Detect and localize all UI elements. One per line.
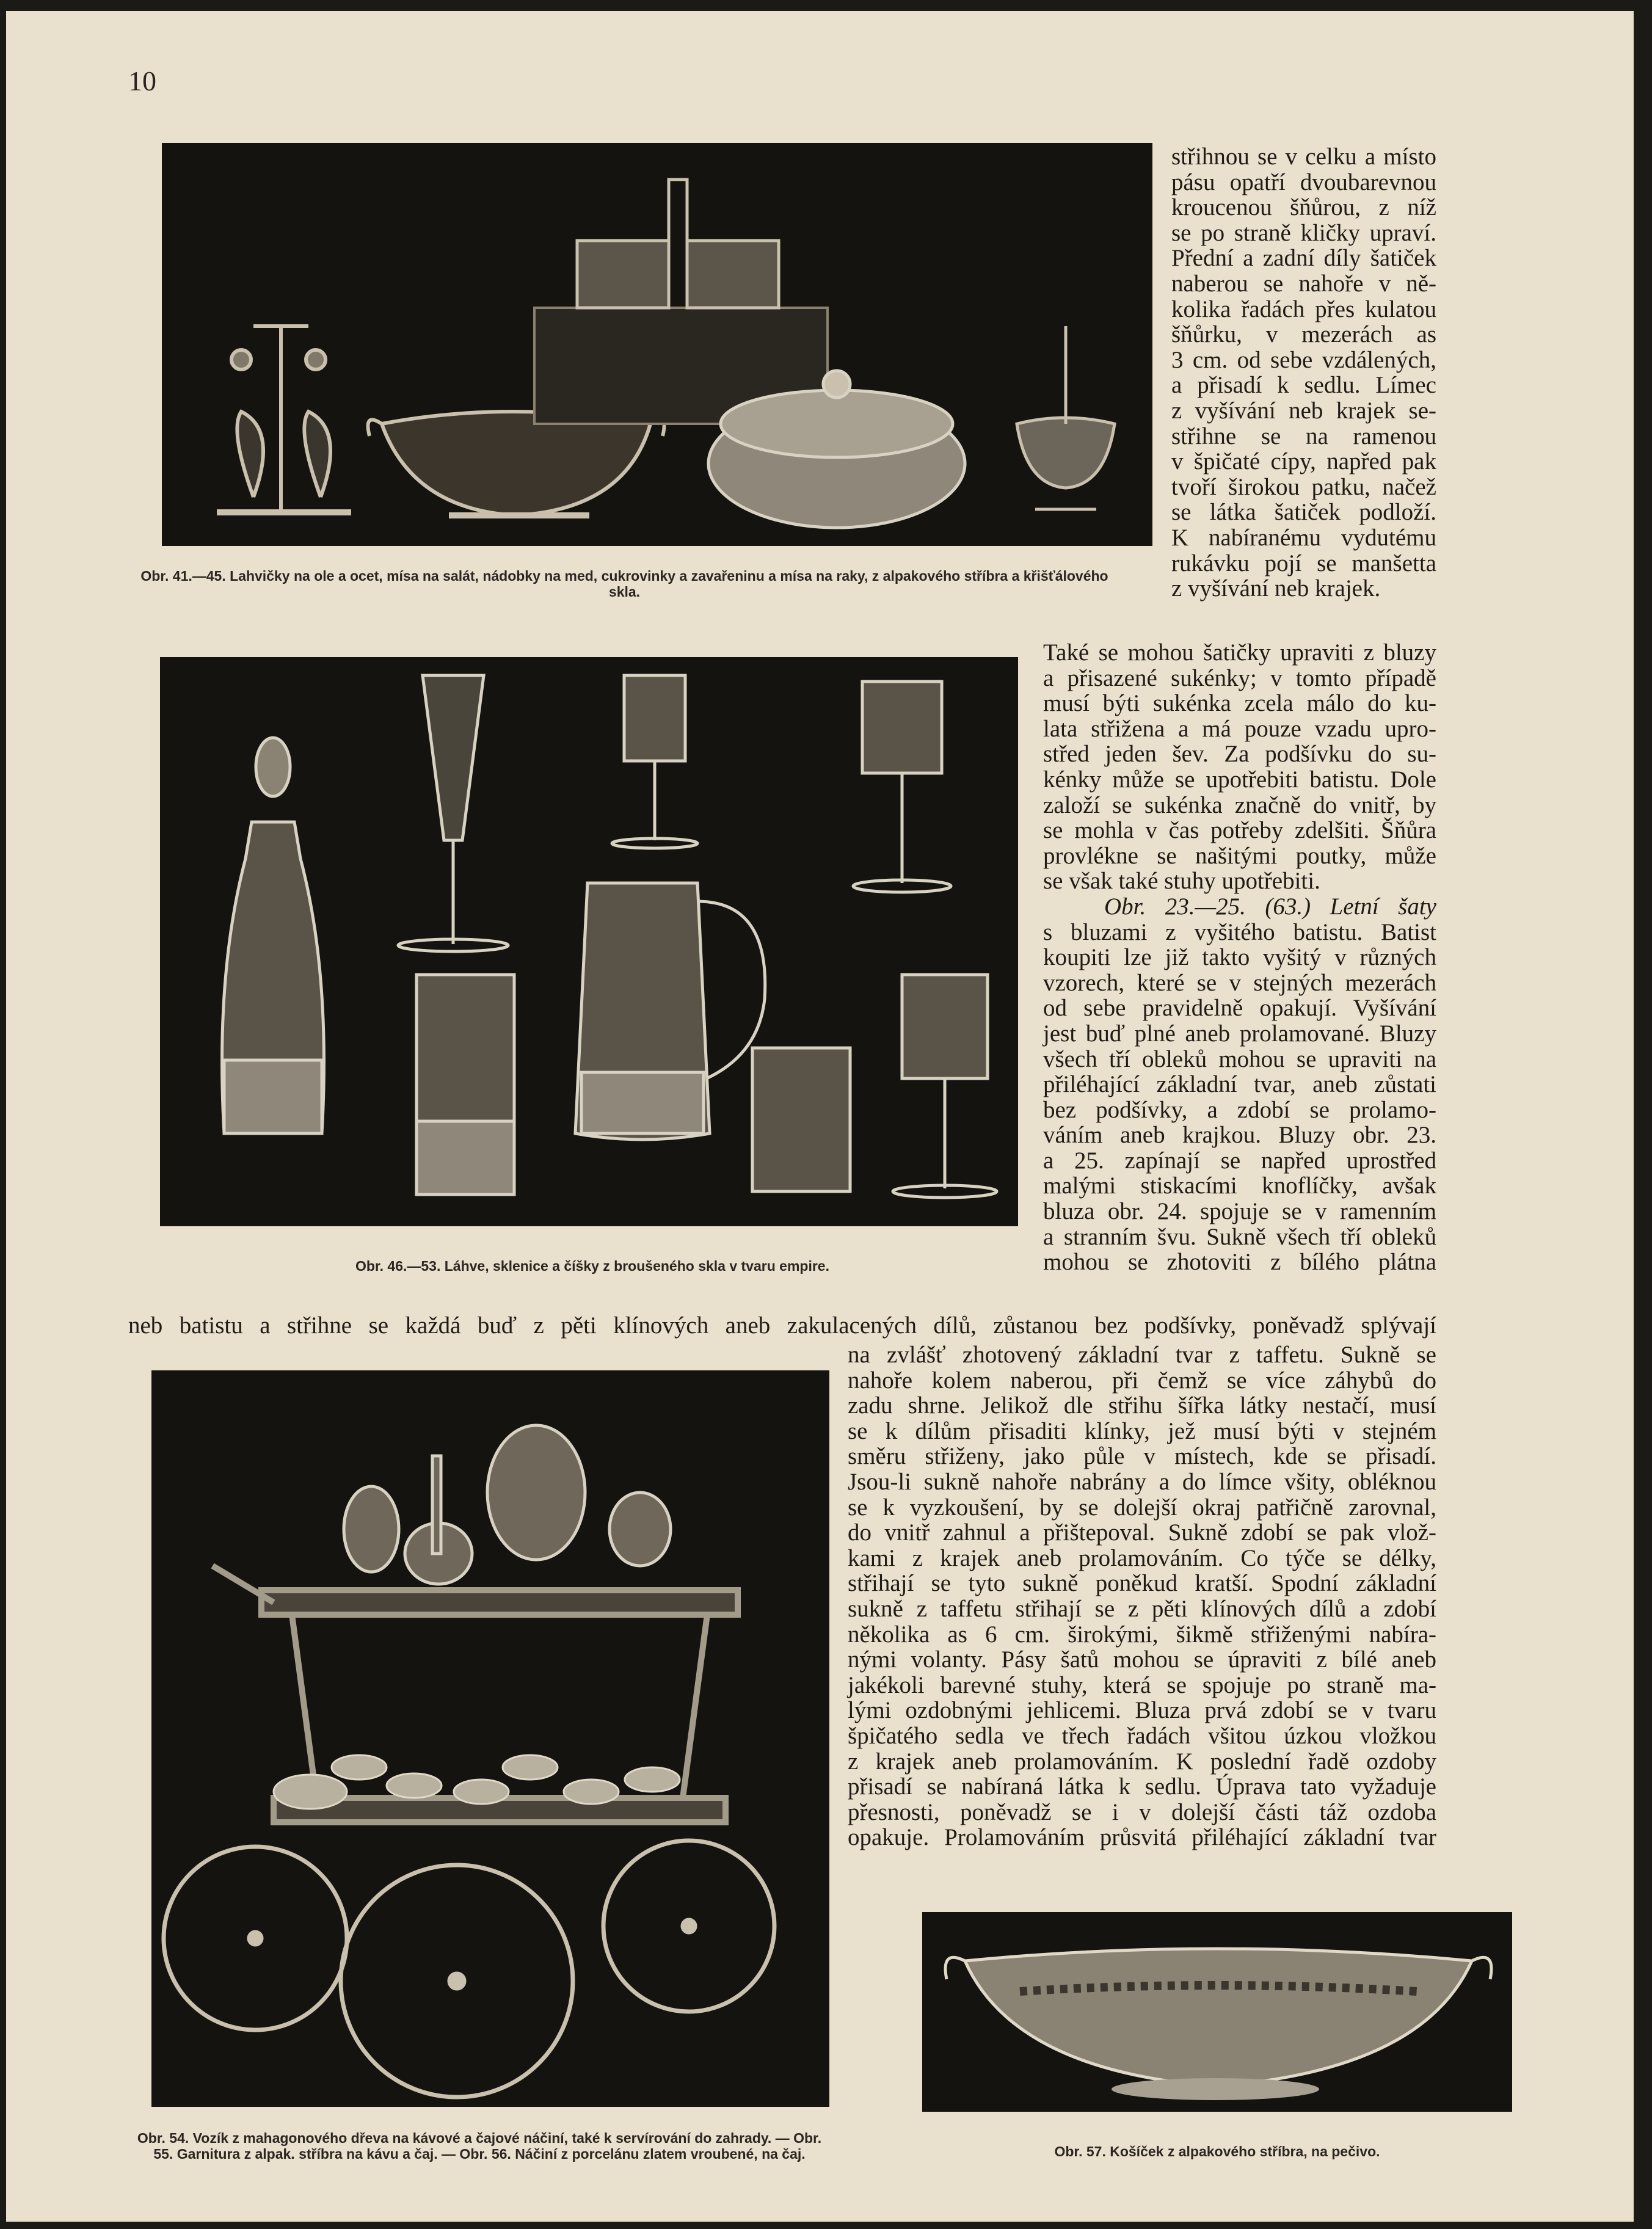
text-line: Jsou-li sukně nahoře nabrány a do límce všity, obléknou bbox=[848, 1468, 1436, 1495]
text-line: a stranním švu. Sukně všech tří obleků bbox=[1043, 1223, 1436, 1250]
silverware-illustration bbox=[162, 143, 1152, 546]
text-line: se k dílům přisaditi klínky, jež musí býti v stejném bbox=[848, 1417, 1436, 1444]
text-line: přesnosti, poněvadž se i v dolejší části táž ozdoba bbox=[848, 1798, 1436, 1825]
text-line: s bluzami z vyšitého batistu. Batist bbox=[1043, 918, 1436, 945]
text-line: sukně z taffetu střihají se z pěti klínových dílů a zdobí bbox=[848, 1595, 1436, 1622]
text-column-a bbox=[1171, 144, 1436, 602]
text-line: se však také stuhy upotřebiti. bbox=[1043, 868, 1320, 895]
text-line: střihají se tyto sukně poněkud kratší. Spodní základní bbox=[848, 1570, 1436, 1597]
text-line: zadu shrne. Jelikož dle střihu šířka látky nestačí, musí bbox=[848, 1392, 1436, 1419]
text-line: přisadí se nabíraná látka k sedlu. Úprava tato vyžaduje bbox=[848, 1773, 1436, 1800]
text-line: jakékoli barevné stuhy, která se spojuje po straně ma- bbox=[848, 1671, 1436, 1698]
text-line: z vyšívání neb krajek. bbox=[1171, 575, 1381, 602]
caption-obr-41-45: Obr. 41.—45. Lahvičky na ole a ocet, mísa na salát, nádobky na med, cukrovinky a zavařeninu a mísa na raky, z alpakového stříbra a křišťálového skla. bbox=[140, 568, 1108, 600]
text-line: nahoře kolem naberou, při čemž se více záhybů do bbox=[848, 1367, 1436, 1394]
caption-obr-54-56: Obr. 54. Vozík z mahagonového dřeva na kávové a čajové náčiní, také k servírování do zahrady. — Obr. 55. Garnitura z alpak. stříbra na kávu a čaj. — Obr. 56. Náčiní z porcelánu zlatem vroubené, na čaj. bbox=[137, 2130, 822, 2162]
text-line: Také se mohou šatičky upraviti z bluzy bbox=[1043, 639, 1436, 666]
text-column-c bbox=[848, 1342, 1436, 1850]
text-line: naberou se nahoře v ně- bbox=[1171, 270, 1436, 297]
caption-obr-57: Obr. 57. Košíček z alpakového stříbra, na pečivo. bbox=[1054, 2144, 1380, 2159]
text-line: a přisadí k sedlu. Límec bbox=[1171, 372, 1436, 399]
text-line: z vyšívání neb krajek se- bbox=[1171, 397, 1436, 424]
text-line: v špičaté cípy, napřed pak bbox=[1171, 448, 1436, 475]
text-line: založí se sukénka značně do vnitř, by bbox=[1043, 791, 1436, 818]
text-line: kolika řadách přes kulatou bbox=[1171, 296, 1436, 322]
photo-pastry-basket bbox=[922, 1912, 1512, 2112]
text-line: se mohla v čas potřeby zdelšiti. Šňůra bbox=[1043, 817, 1436, 844]
glassware-illustration bbox=[160, 657, 1018, 1226]
text-line: se po straně kličky upraví. bbox=[1171, 219, 1436, 246]
text-line: lými ozdobnými jehlicemi. Bluza prvá zdobí se v tvaru bbox=[848, 1697, 1436, 1724]
text-line: do vnitř zahnul a přištepoval. Sukně zdobí se pak vlož- bbox=[848, 1519, 1436, 1546]
text-line: se k vyzkoušení, by se dolejší okraj patřičně zarovnal, bbox=[848, 1494, 1436, 1521]
text-line: se látka šatiček podloží. bbox=[1171, 499, 1436, 526]
text-line: na zvlášť zhotovený základní tvar z taffetu. Sukně se bbox=[848, 1342, 1436, 1368]
text-line: střihne se na ramenou bbox=[1171, 423, 1436, 449]
text-line: směru střiženy, jako půle v místech, kde se přisadí. bbox=[848, 1443, 1436, 1470]
text-line: váním aneb krajkou. Bluzy obr. 23. bbox=[1043, 1122, 1436, 1149]
photo-glassware-empire bbox=[160, 657, 1018, 1226]
text-line: jest buď plné aneb prolamované. Bluzy bbox=[1043, 1020, 1436, 1047]
text-line: koupiti lze již takto vyšitý v různých bbox=[1043, 944, 1436, 971]
text-line: musí býti sukénka zcela málo do ku- bbox=[1043, 690, 1436, 717]
text-line: provlékne se našitými poutky, může bbox=[1043, 842, 1436, 869]
text-column-b bbox=[1043, 640, 1436, 1275]
text-line: od sebe pravidelně opakují. Vyšívání bbox=[1043, 995, 1436, 1022]
short-tumbler bbox=[752, 1048, 850, 1191]
text-line: několika as 6 cm. širokými, šikmě střiženými nabíra- bbox=[848, 1621, 1436, 1648]
text-line: šňůrku, v mezerách as bbox=[1171, 321, 1436, 348]
text-line: opakuje. Prolamováním průsvitá přiléhající základní tvar bbox=[848, 1824, 1436, 1851]
text-line: Přední a zadní díly šatiček bbox=[1171, 245, 1436, 272]
text-line: mohou se zhotoviti z bílého plátna bbox=[1043, 1249, 1436, 1276]
photo-tableware-silver bbox=[162, 143, 1152, 546]
text-line: 3 cm. od sebe vzdálených, bbox=[1171, 346, 1436, 373]
text-line: přiléhající základní tvar, aneb zůstati bbox=[1043, 1071, 1436, 1098]
photo-tea-trolley bbox=[151, 1370, 829, 2107]
text-line: střihnou se v celku a místo bbox=[1171, 144, 1436, 170]
text-line: K nabíranému vydutému bbox=[1171, 524, 1436, 551]
pastry-basket-illustration bbox=[922, 1912, 1512, 2112]
text-line: kroucenou šňůrou, z níž bbox=[1171, 194, 1436, 221]
text-line: nými volanty. Pásy šatů mohou se úpraviti z bílé aneb bbox=[848, 1646, 1436, 1673]
text-line: bluza obr. 24. spojuje se v ramenním bbox=[1043, 1198, 1436, 1225]
text-line: rukávku pojí se manšetta bbox=[1171, 550, 1436, 576]
caption-obr-46-53: Obr. 46.—53. Láhve, sklenice a číšky z broušeného skla v tvaru empire. bbox=[355, 1258, 829, 1274]
tea-trolley-illustration bbox=[151, 1370, 829, 2107]
text-line: neb batistu a střihne se každá buď z pěti klínových aneb zakulacených dílů, zůstanou bez podšívky, poněvadž splývají bbox=[128, 1312, 1436, 1339]
text-line: střed jeden šev. Za podšívku do su- bbox=[1043, 741, 1436, 768]
text-line: kénky může se upotřebiti batistu. Dole bbox=[1043, 766, 1436, 793]
magazine-page bbox=[6, 11, 1634, 2222]
tumbler bbox=[417, 975, 514, 1194]
text-line: kami z krajek aneb prolamováním. Co týče se délky, bbox=[848, 1544, 1436, 1571]
text-line: bez podšívky, a zdobí se prolamo- bbox=[1043, 1096, 1436, 1123]
text-line: a 25. zapínají se napřed uprostřed bbox=[1043, 1147, 1436, 1174]
text-line: lata střižena a má pouze vzadu upro- bbox=[1043, 715, 1436, 742]
text-line: pásu opatří dvoubarevnou bbox=[1171, 169, 1436, 195]
page-number: 10 bbox=[128, 65, 156, 96]
text-line: z krajek aneb prolamováním. K poslední řadě ozdoby bbox=[848, 1748, 1436, 1775]
text-line-figure-ref: Obr. 23.—25. (63.) Letní šaty bbox=[1104, 893, 1436, 920]
text-line: špičatého sedla ve třech řadách všitou úzkou vložkou bbox=[848, 1722, 1436, 1749]
basket-foot bbox=[1112, 2078, 1319, 2100]
text-line: vzorech, které se v stejných mezerách bbox=[1043, 969, 1436, 996]
text-line: malými stiskacími knoflíčky, avšak bbox=[1043, 1173, 1436, 1199]
text-line: všech tří obleků mohou se upraviti na bbox=[1043, 1045, 1436, 1072]
text-line: tvoří širokou patku, načež bbox=[1171, 473, 1436, 500]
text-line: a přisazené sukénky; v tomto případě bbox=[1043, 664, 1436, 691]
text-full-line bbox=[128, 1313, 1436, 1339]
